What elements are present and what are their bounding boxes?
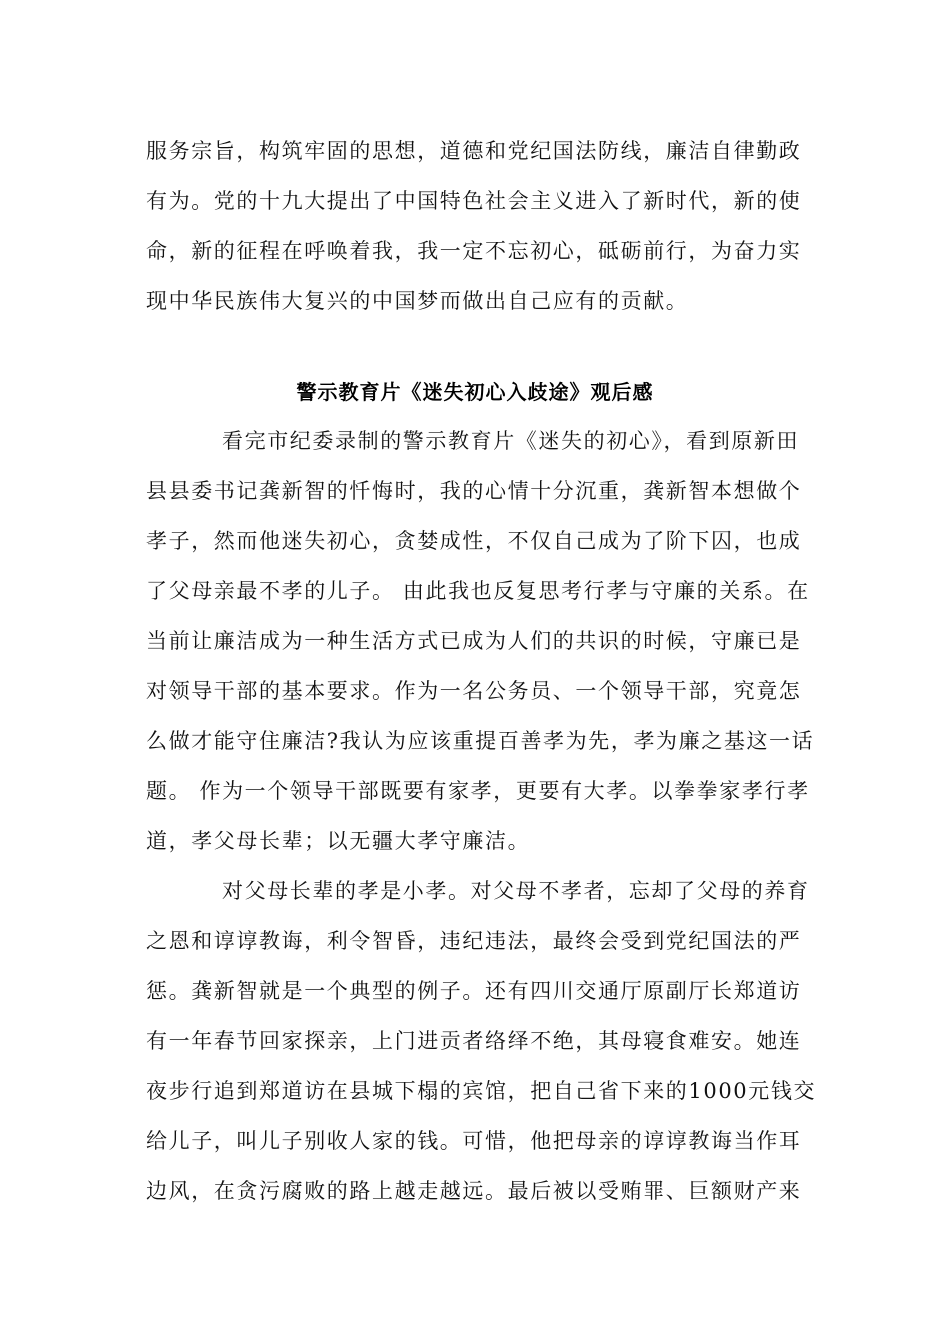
paragraph1-line-4: 了父母亲最不孝的儿子。 由此我也反复思考行孝与守廉的关系。在 bbox=[146, 579, 810, 603]
paragraph1-line-6: 对领导干部的基本要求。作为一名公务员、一个领导干部，究竟怎 bbox=[146, 679, 802, 703]
paragraph2-line-1: 对父母长辈的孝是小孝。对父母不孝者，忘却了父母的养育 bbox=[222, 879, 810, 903]
article-title: 警示教育片《迷失初心入歧途》观后感 bbox=[296, 380, 654, 404]
paragraph2-line-6: 给儿子，叫儿子别收人家的钱。可惜，他把母亲的谆谆教诲当作耳 bbox=[146, 1129, 802, 1153]
paragraph1-line-8: 题。 作为一个领导干部既要有家孝，更要有大孝。以拳拳家孝行孝 bbox=[146, 779, 810, 803]
paragraph2-line-4: 有一年春节回家探亲，上门进贡者络绎不绝，其母寝食难安。她连 bbox=[146, 1029, 802, 1053]
intro-line-2: 有为。党的十九大提出了中国特色社会主义进入了新时代，新的使 bbox=[146, 189, 802, 213]
intro-line-3: 命，新的征程在呼唤着我，我一定不忘初心，砥砺前行，为奋力实 bbox=[146, 239, 802, 263]
paragraph2-line-7: 边风，在贪污腐败的路上越走越远。最后被以受贿罪、巨额财产来 bbox=[146, 1179, 802, 1203]
paragraph1-line-3: 孝子，然而他迷失初心，贪婪成性，不仅自己成为了阶下囚，也成 bbox=[146, 529, 802, 553]
paragraph1-line-5: 当前让廉洁成为一种生活方式已成为人们的共识的时候，守廉已是 bbox=[146, 629, 802, 653]
paragraph2-line-3: 惩。龚新智就是一个典型的例子。还有四川交通厅原副厅长郑道访 bbox=[146, 979, 802, 1003]
intro-line-4: 现中华民族伟大复兴的中国梦而做出自己应有的贡献。 bbox=[146, 289, 689, 313]
intro-line-1: 服务宗旨，构筑牢固的思想，道德和党纪国法防线，廉洁自律勤政 bbox=[146, 139, 802, 163]
paragraph1-line-9: 道，孝父母长辈；以无疆大孝守廉洁。 bbox=[146, 829, 531, 853]
paragraph2-line-2: 之恩和谆谆教诲，利令智昏，违纪违法，最终会受到党纪国法的严 bbox=[146, 929, 802, 953]
paragraph1-line-2: 县县委书记龚新智的忏悔时，我的心情十分沉重，龚新智本想做个 bbox=[146, 479, 802, 503]
paragraph2-line-5: 夜步行追到郑道访在县城下榻的宾馆，把自己省下来的1000元钱交 bbox=[146, 1079, 817, 1103]
paragraph1-line-1: 看完市纪委录制的警示教育片《迷失的初心》，看到原新田 bbox=[222, 429, 800, 453]
paragraph1-line-7: 么做才能守住廉洁?我认为应该重提百善孝为先，孝为廉之基这一话 bbox=[146, 729, 815, 753]
